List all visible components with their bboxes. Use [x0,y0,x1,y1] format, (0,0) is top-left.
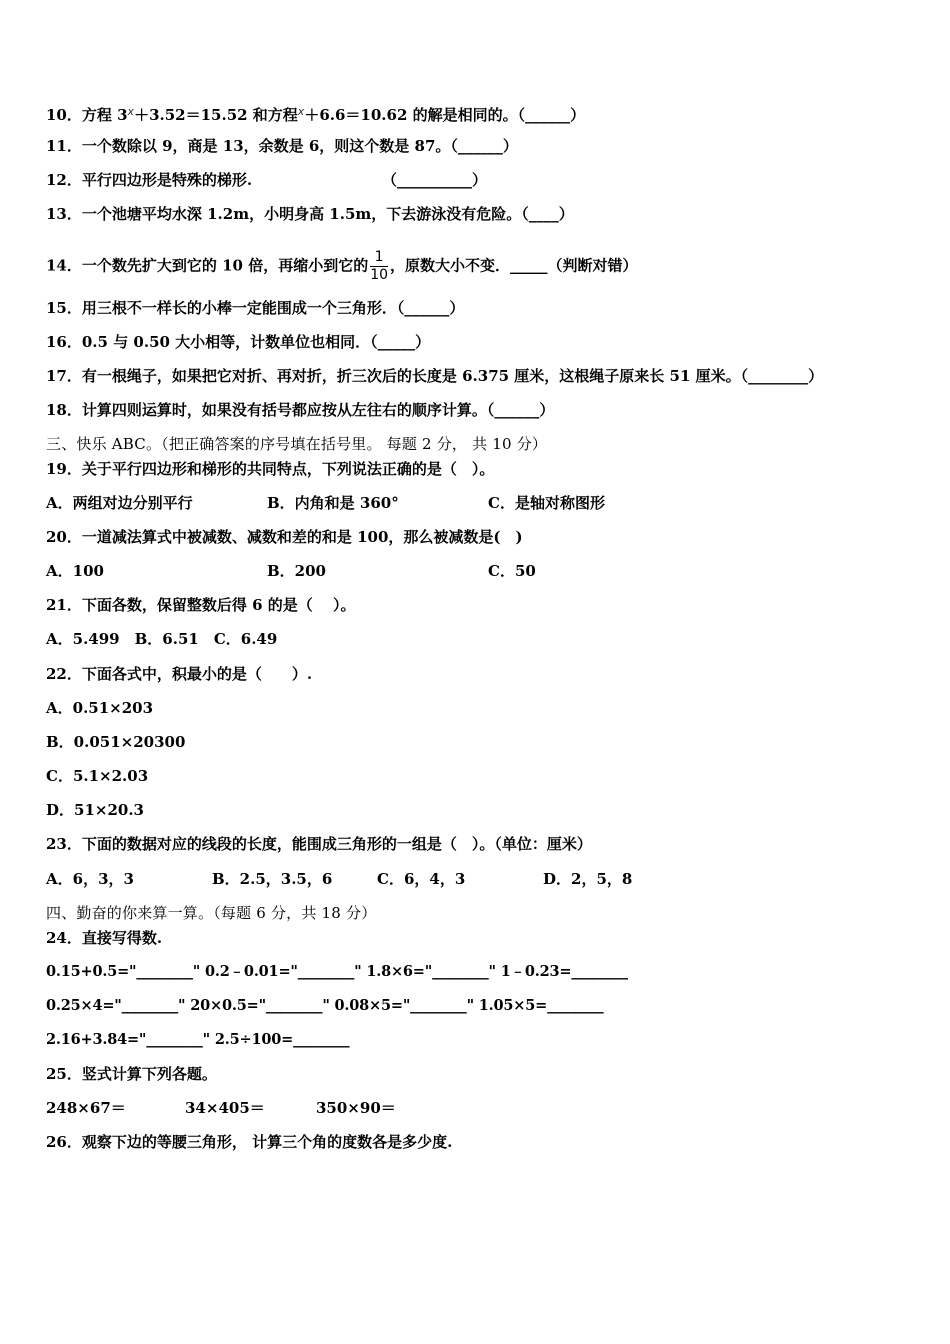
variable-x: x [297,105,305,118]
question-22: 22．下面各式中，积最小的是（ ）. [46,665,313,683]
section-4-heading: 四、勤奋的你来算一算。（每题 6 分，共 18 分） [46,904,377,922]
option-d: D．51×20.3 [46,801,144,819]
question-23: 23．下面的数据对应的线段的长度，能围成三角形的一组是（ ）。（单位：厘米） [46,835,592,853]
section-3-heading: 三、快乐 ABC。（把正确答案的序号填在括号里。 每题 2 分， 共 10 分） [46,435,548,453]
question-18: 18．计算四则运算时，如果没有括号都应按从左往右的顺序计算。（______） [46,401,555,419]
option-b: B．0.051×20300 [46,733,186,751]
oral-calc-row: 0.25×4="________" 20×0.5="________" 0.08×5="________" 1.05×5=________ [46,997,604,1014]
option-d: D．2，5，8 [543,870,633,888]
question-11: 11．一个数除以 9，商是 13，余数是 6，则这个数是 87。（______） [46,137,518,155]
oral-calc-row: 2.16+3.84="________" 2.5÷100=________ [46,1031,350,1048]
option-b: B．200 [267,562,326,580]
option-a: A．6，3，3 [46,870,134,888]
question-20: 20．一道减法算式中被减数、减数和差的和是 100，那么被减数是( ) [46,528,523,546]
question-19: 19．关于平行四边形和梯形的共同特点，下列说法正确的是（ ）。 [46,460,495,478]
question-12: 12．平行四边形是特殊的梯形. （__________） [46,171,488,189]
calc-item: 248×67＝ [46,1099,126,1117]
question-16: 16．0.5 与 0.50 大小相等，计数单位也相同．（_____） [46,333,431,351]
option-a: A．100 [46,562,104,580]
question-10: 10．方程 $3^x+3.52=15.52$ 和方程$^x$＋6.6＝10.62 的解是相同的。（______） [46,105,586,124]
fraction-one-tenth: $\frac{1}{10}$ [370,249,389,283]
option-b: B．2.5，3.5，6 [212,870,333,888]
option-c: C．5.1×2.03 [46,767,149,785]
question-13: 13．一个池塘平均水深 1.2m，小明身高 1.5m，下去游泳没有危险。（____） [46,205,574,223]
question-21: 21．下面各数，保留整数后得 6 的是（ ）。 [46,596,356,614]
option-b: B．内角和是 360° [267,494,399,512]
variable-x: x [127,105,135,118]
question-25: 25．竖式计算下列各题。 [46,1065,217,1083]
option-c: C．6，4，3 [377,870,466,888]
question-15: 15．用三根不一样长的小棒一定能围成一个三角形．（______） [46,299,465,317]
question-24: 24．直接写得数. [46,929,163,947]
answer-blank: （__________） [382,171,488,189]
option-c: C．50 [488,562,536,580]
question-17: 17．有一根绳子，如果把它对折、再对折，折三次后的长度是 6.375 厘米，这根绳子原来长 51 厘米。（________） [46,367,824,385]
option-a: A．0.51×203 [46,699,154,717]
calc-item: 350×90＝ [316,1099,396,1117]
question-26: 26．观察下边的等腰三角形， 计算三个角的度数各是多少度. [46,1133,453,1151]
question-21-options: A．5.499 B．6.51 C．6.49 [46,630,278,648]
option-c: C．是轴对称图形 [488,494,605,512]
option-a: A．两组对边分别平行 [46,494,193,512]
calc-item: 34×405＝ [185,1099,265,1117]
oral-calc-row: 0.15+0.5="________" 0.2﹣0.01="________" 1.8×6="________" 1﹣0.23=________ [46,963,628,980]
question-14: 14．一个数先扩大到它的 10 倍，再缩小到它的 $\frac{1}{10}$ ，原数大小不变．_____（判断对错） [46,249,638,283]
